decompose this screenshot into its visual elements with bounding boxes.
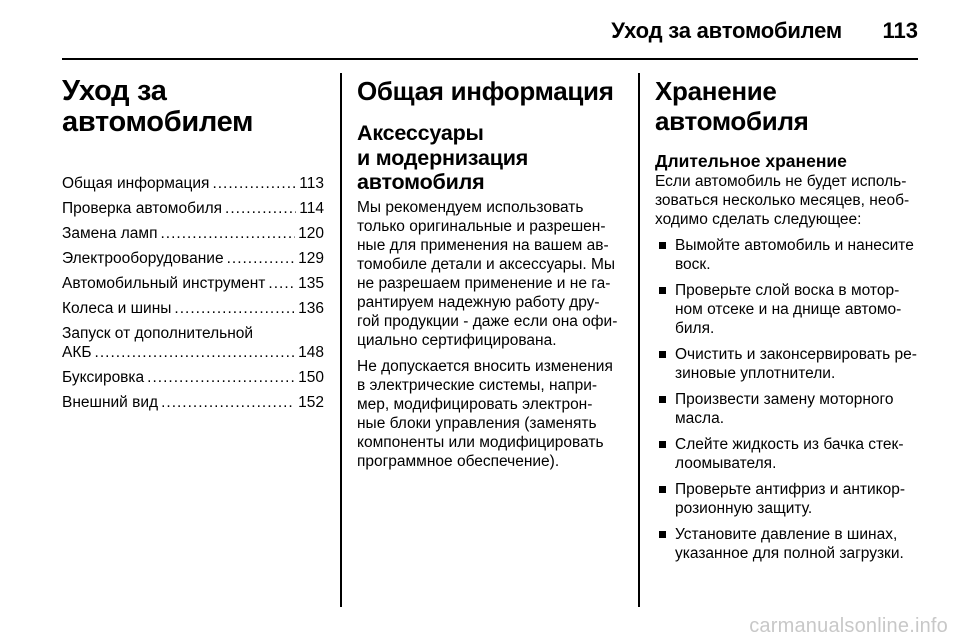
text-line: указанное для полной загрузки. [675, 545, 904, 562]
toc-entry-page: 113 [299, 175, 324, 192]
bullet-square-icon [659, 351, 666, 358]
column-divider-1 [340, 73, 342, 607]
toc-entry-page: 136 [298, 300, 324, 317]
chapter-column [62, 66, 324, 418]
toc-entry-label: Автомобильный инструмент [62, 275, 266, 292]
toc-entry[interactable] [62, 393, 324, 412]
section-heading-general: Общая информация [357, 76, 614, 106]
text-line: ном отсеке и на днище автомо- [675, 301, 902, 318]
toc-entry-label: Электрооборудование [62, 250, 224, 267]
text-line: томобиле детали и аксессуары. Мы [357, 255, 616, 273]
text-line: не разрешаем применение и не га- [357, 274, 611, 292]
text-line: Установите давление в шинах, [675, 526, 898, 543]
toc-entry[interactable] [62, 249, 324, 268]
list-item [655, 281, 920, 338]
text-line: программное обеспечение). [357, 452, 560, 470]
bullet-square-icon [659, 287, 666, 294]
text-line: масла. [675, 410, 724, 427]
toc-leader-dots [212, 174, 296, 193]
toc-leader-dots [161, 393, 295, 412]
text-line: в электрические системы, напри- [357, 376, 598, 394]
column-divider-2 [638, 73, 640, 607]
text-line: компоненты или модифицировать [357, 433, 604, 451]
toc-entry-page: 150 [298, 369, 324, 386]
list-item [655, 435, 920, 473]
text-line: Мы рекомендуем использовать [357, 198, 584, 216]
toc-leader-dots [225, 199, 296, 218]
toc-entry[interactable] [62, 199, 324, 218]
text-line: циально сертифицирована. [357, 331, 557, 349]
text-line: мер, модифицировать электрон- [357, 395, 593, 413]
site-watermark: carmanualsonline.info [749, 615, 948, 637]
toc-leader-dots [147, 368, 295, 387]
toc-leader-dots [174, 299, 295, 318]
toc-entry-page: 114 [299, 200, 324, 217]
subheading-line: автомобиля [357, 170, 485, 194]
running-header-title: Уход за автомобилем [611, 18, 842, 43]
bullet-square-icon [659, 531, 666, 538]
text-line: гой продукции - даже если она офи- [357, 312, 618, 330]
toc-entry-label: Буксировка [62, 369, 145, 386]
storage-intro [655, 172, 920, 229]
toc-entry-page: 148 [298, 344, 324, 361]
toc-entry[interactable] [62, 324, 324, 362]
page-number: 113 [882, 18, 918, 43]
toc-entry-page: 129 [298, 250, 324, 267]
list-item [655, 480, 920, 518]
bullet-square-icon [659, 242, 666, 249]
text-line: воск. [675, 256, 711, 273]
subsection-heading-accessories [357, 121, 623, 195]
toc-entry-label: АКБ [62, 344, 92, 361]
toc-entry-label: Проверка автомобиля [62, 200, 223, 217]
text-line: зоваться несколько месяцев, необ- [655, 192, 910, 209]
text-line: ные для применения на вашем ав- [357, 236, 609, 254]
storage-column [655, 66, 920, 570]
toc-entry[interactable] [62, 174, 324, 193]
toc-entry-label: Замена ламп [62, 225, 158, 242]
text-line: Если автомобиль не будет исполь- [655, 173, 907, 190]
subsection-heading-long-term-storage: Длительное хранение [655, 151, 847, 171]
toc-entry[interactable] [62, 299, 324, 318]
toc-entry-page: 135 [298, 275, 324, 292]
text-line: Не допускается вносить изменения [357, 357, 613, 375]
text-line: Слейте жидкость из бачка стек- [675, 436, 904, 453]
paragraph-modifications [357, 357, 623, 471]
toc-entry-page: 120 [298, 225, 324, 242]
text-line: Очистить и законсервировать ре- [675, 346, 917, 363]
table-of-contents [62, 174, 324, 412]
list-item [655, 236, 920, 274]
text-line: Проверьте антифриз и антикор- [675, 481, 906, 498]
bullet-square-icon [659, 486, 666, 493]
chapter-title-line: Уход за [62, 75, 167, 107]
subheading-line: и модернизация [357, 145, 529, 170]
bullet-square-icon [659, 441, 666, 448]
paragraph-accessories [357, 198, 623, 350]
text-line: розионную защиту. [675, 500, 813, 517]
toc-entry[interactable] [62, 274, 324, 293]
toc-entry-label: Колеса и шины [62, 300, 172, 317]
list-item [655, 525, 920, 563]
text-line: только оригинальные и разрешен- [357, 217, 606, 235]
toc-entry[interactable] [62, 224, 324, 243]
toc-leader-dots [160, 224, 295, 243]
header-divider [62, 58, 918, 60]
text-line: Вымойте автомобиль и нанесите [675, 237, 914, 254]
toc-entry[interactable] [62, 368, 324, 387]
chapter-title-line: автомобилем [62, 106, 254, 138]
toc-leader-dots [227, 249, 296, 268]
toc-entry-label: Общая информация [62, 175, 210, 192]
toc-entry-label: Внешний вид [62, 394, 159, 411]
list-item [655, 345, 920, 383]
text-line: рантируем надежную работу дру- [357, 293, 600, 311]
subheading-line: Аксессуары [357, 121, 484, 145]
toc-entry-page: 152 [298, 394, 324, 411]
text-line: биля. [675, 320, 715, 337]
text-line: зиновые уплотнители. [675, 365, 836, 382]
text-line: Проверьте слой воска в мотор- [675, 282, 900, 299]
text-line: ходимо сделать следующее: [655, 211, 862, 228]
text-line: лоомывателя. [675, 455, 777, 472]
general-info-column [357, 66, 623, 478]
list-item [655, 390, 920, 428]
text-line: Произвести замену моторного [675, 391, 894, 408]
bullet-square-icon [659, 396, 666, 403]
chapter-title [62, 76, 324, 138]
toc-leader-dots [268, 274, 295, 293]
text-line: ные блоки управления (заменять [357, 414, 597, 432]
section-heading-storage: Хранение автомобиля [655, 76, 809, 136]
toc-leader-dots [95, 343, 296, 362]
toc-entry-label-line1: Запуск от дополнительной [62, 325, 254, 342]
storage-checklist [655, 236, 920, 563]
